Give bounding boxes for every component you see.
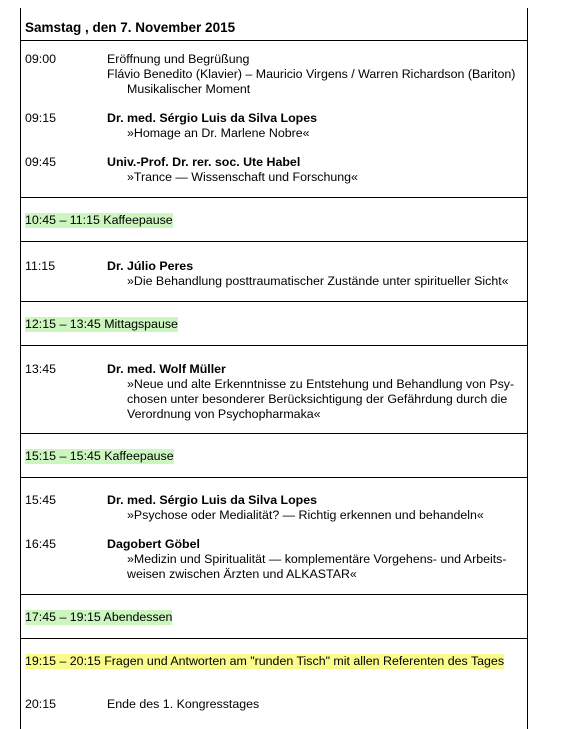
slot-time: 09:45 [25,155,57,169]
talk-title-line: chosen unter besonderer Berücksichtigung der Gefährdung durch die [127,392,508,406]
divider [21,594,527,595]
speaker-name: Dr. med. Wolf Müller [107,362,226,376]
speaker-name: Dr. Júlio Peres [107,259,194,273]
closing-text: Ende des 1. Kongresstages [107,697,260,711]
talk-title: »Homage an Dr. Marlene Nobre« [127,126,310,140]
page-title: Samstag , den 7. November 2015 [25,20,236,35]
break-highlight: 15:15 – 15:45 Kaffeepause [25,449,174,463]
talk-title-line: »Medizin und Spiritualität — komplementäre Vorgehens- und Arbeits- [127,552,507,566]
speaker-name: Dr. med. Sérgio Luis da Silva Lopes [107,493,318,507]
slot-subtitle: Musikalischer Moment [127,82,251,96]
divider [21,433,527,434]
performers: Flávio Benedito (Klavier) – Mauricio Virgens / Warren Richardson (Bariton) [107,67,516,81]
speaker-name: Univ.-Prof. Dr. rer. soc. Ute Habel [107,155,301,169]
break-highlight: 12:15 – 13:45 Mittagspause [25,317,178,331]
talk-title: »Die Behandlung posttraumatischer Zustände unter spiritueller Sicht« [127,274,509,288]
speaker-name: Dr. med. Sérgio Luis da Silva Lopes [107,111,318,125]
slot-time: 11:15 [25,259,56,273]
slot-title: Eröffnung und Begrüßung [107,52,250,66]
panel-highlight: 19:15 – 20:15 Fragen und Antworten am "runden Tisch" mit allen Referenten des Tages [25,654,505,668]
slot-time: 20:15 [25,697,57,711]
divider [21,345,527,346]
talk-title-line: »Neue und alte Erkenntnisse zu Entstehung und Behandlung von Psy- [127,377,515,391]
speaker-name: Dagobert Göbel [107,537,200,551]
divider [21,477,527,478]
slot-time: 09:15 [25,111,57,125]
divider [21,197,527,198]
break-highlight: 10:45 – 11:15 Kaffeepause [25,213,173,227]
slot-time: 13:45 [25,362,57,376]
divider [21,241,527,242]
talk-title: »Trance — Wissenschaft und Forschung« [127,170,358,184]
talk-title: »Psychose oder Medialität? — Richtig erkennen und behandeln« [127,508,484,522]
slot-time: 15:45 [25,493,57,507]
divider [21,40,527,41]
divider [21,638,527,639]
talk-title-line: weisen zwischen Ärzten und ALKASTAR« [127,567,357,581]
break-highlight: 17:45 – 19:15 Abendessen [25,610,173,624]
program-page [20,8,528,729]
divider [21,301,527,302]
slot-time: 09:00 [25,52,57,66]
talk-title-line: Verordnung von Psychopharmaka« [127,407,321,421]
slot-time: 16:45 [25,537,57,551]
